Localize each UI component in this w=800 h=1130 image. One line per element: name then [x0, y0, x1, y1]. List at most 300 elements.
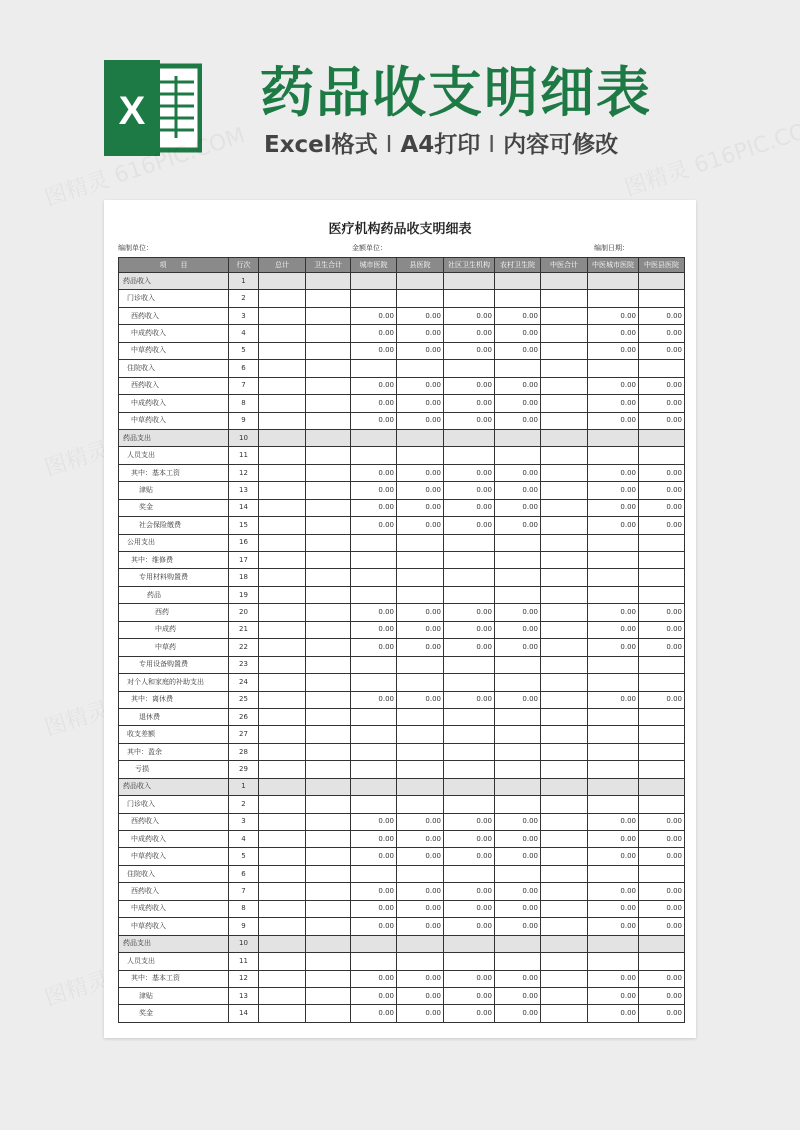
value-cell[interactable] — [259, 987, 306, 1004]
value-cell[interactable] — [397, 290, 444, 307]
row-number-cell[interactable]: 2 — [229, 796, 259, 813]
value-cell[interactable] — [541, 953, 588, 970]
row-number-cell[interactable]: 11 — [229, 953, 259, 970]
value-cell[interactable] — [639, 429, 685, 446]
value-cell[interactable]: 0.00 — [495, 813, 541, 830]
value-cell[interactable]: 0.00 — [397, 464, 444, 481]
value-cell[interactable] — [639, 865, 685, 882]
row-label-cell[interactable]: 奖金 — [119, 1005, 229, 1022]
value-cell[interactable] — [444, 534, 495, 551]
value-cell[interactable] — [306, 552, 351, 569]
value-cell[interactable] — [444, 569, 495, 586]
value-cell[interactable] — [259, 918, 306, 935]
value-cell[interactable] — [541, 796, 588, 813]
row-number-cell[interactable]: 6 — [229, 360, 259, 377]
value-cell[interactable] — [306, 970, 351, 987]
row-label-cell[interactable]: 中成药收入 — [119, 395, 229, 412]
value-cell[interactable] — [259, 935, 306, 952]
value-cell[interactable] — [541, 883, 588, 900]
value-cell[interactable]: 0.00 — [588, 987, 639, 1004]
value-cell[interactable] — [541, 865, 588, 882]
value-cell[interactable] — [397, 708, 444, 725]
value-cell[interactable] — [351, 552, 397, 569]
value-cell[interactable]: 0.00 — [397, 918, 444, 935]
value-cell[interactable]: 0.00 — [639, 325, 685, 342]
value-cell[interactable]: 0.00 — [588, 342, 639, 359]
value-cell[interactable] — [259, 464, 306, 481]
value-cell[interactable] — [541, 935, 588, 952]
row-number-cell[interactable]: 5 — [229, 848, 259, 865]
value-cell[interactable] — [495, 290, 541, 307]
value-cell[interactable] — [639, 360, 685, 377]
row-number-cell[interactable]: 6 — [229, 865, 259, 882]
value-cell[interactable] — [306, 464, 351, 481]
row-number-cell[interactable]: 27 — [229, 726, 259, 743]
value-cell[interactable] — [259, 778, 306, 795]
value-cell[interactable]: 0.00 — [397, 412, 444, 429]
value-cell[interactable] — [351, 743, 397, 760]
value-cell[interactable] — [397, 656, 444, 673]
value-cell[interactable]: 0.00 — [495, 517, 541, 534]
row-number-cell[interactable]: 14 — [229, 499, 259, 516]
value-cell[interactable] — [397, 761, 444, 778]
value-cell[interactable]: 0.00 — [444, 307, 495, 324]
value-cell[interactable] — [351, 360, 397, 377]
value-cell[interactable]: 0.00 — [351, 325, 397, 342]
value-cell[interactable] — [444, 290, 495, 307]
value-cell[interactable] — [541, 586, 588, 603]
value-cell[interactable] — [306, 883, 351, 900]
value-cell[interactable]: 0.00 — [639, 691, 685, 708]
value-cell[interactable] — [495, 360, 541, 377]
value-cell[interactable]: 0.00 — [588, 883, 639, 900]
row-number-cell[interactable]: 14 — [229, 1005, 259, 1022]
value-cell[interactable]: 0.00 — [444, 987, 495, 1004]
value-cell[interactable]: 0.00 — [397, 307, 444, 324]
value-cell[interactable] — [444, 273, 495, 290]
row-number-cell[interactable]: 1 — [229, 273, 259, 290]
value-cell[interactable] — [588, 656, 639, 673]
row-number-cell[interactable]: 12 — [229, 464, 259, 481]
row-label-cell[interactable]: 其中：离休费 — [119, 691, 229, 708]
value-cell[interactable] — [541, 918, 588, 935]
value-cell[interactable] — [541, 342, 588, 359]
value-cell[interactable] — [351, 586, 397, 603]
value-cell[interactable] — [397, 429, 444, 446]
value-cell[interactable] — [306, 796, 351, 813]
value-cell[interactable] — [541, 621, 588, 638]
value-cell[interactable] — [259, 813, 306, 830]
value-cell[interactable] — [259, 621, 306, 638]
value-cell[interactable]: 0.00 — [588, 691, 639, 708]
value-cell[interactable] — [306, 639, 351, 656]
value-cell[interactable] — [588, 796, 639, 813]
value-cell[interactable] — [351, 935, 397, 952]
value-cell[interactable]: 0.00 — [588, 831, 639, 848]
value-cell[interactable]: 0.00 — [495, 1005, 541, 1022]
value-cell[interactable] — [259, 482, 306, 499]
value-cell[interactable] — [351, 273, 397, 290]
value-cell[interactable] — [588, 953, 639, 970]
value-cell[interactable] — [306, 307, 351, 324]
row-label-cell[interactable]: 中草药收入 — [119, 848, 229, 865]
value-cell[interactable] — [639, 778, 685, 795]
value-cell[interactable] — [306, 953, 351, 970]
value-cell[interactable] — [397, 552, 444, 569]
row-number-cell[interactable]: 28 — [229, 743, 259, 760]
value-cell[interactable] — [306, 360, 351, 377]
value-cell[interactable] — [588, 552, 639, 569]
value-cell[interactable] — [306, 517, 351, 534]
value-cell[interactable] — [541, 552, 588, 569]
value-cell[interactable] — [397, 796, 444, 813]
value-cell[interactable] — [259, 953, 306, 970]
value-cell[interactable]: 0.00 — [397, 831, 444, 848]
value-cell[interactable] — [351, 656, 397, 673]
value-cell[interactable] — [639, 290, 685, 307]
value-cell[interactable] — [541, 848, 588, 865]
value-cell[interactable] — [639, 796, 685, 813]
value-cell[interactable] — [639, 534, 685, 551]
value-cell[interactable] — [306, 656, 351, 673]
value-cell[interactable]: 0.00 — [639, 464, 685, 481]
value-cell[interactable]: 0.00 — [397, 517, 444, 534]
value-cell[interactable] — [541, 377, 588, 394]
value-cell[interactable] — [306, 708, 351, 725]
value-cell[interactable]: 0.00 — [639, 395, 685, 412]
value-cell[interactable] — [588, 761, 639, 778]
value-cell[interactable] — [259, 569, 306, 586]
value-cell[interactable]: 0.00 — [639, 639, 685, 656]
value-cell[interactable] — [306, 935, 351, 952]
value-cell[interactable]: 0.00 — [351, 883, 397, 900]
row-label-cell[interactable]: 西药收入 — [119, 307, 229, 324]
row-label-cell[interactable]: 药品收入 — [119, 778, 229, 795]
value-cell[interactable]: 0.00 — [397, 691, 444, 708]
row-label-cell[interactable]: 药品 — [119, 586, 229, 603]
value-cell[interactable]: 0.00 — [495, 342, 541, 359]
value-cell[interactable] — [639, 569, 685, 586]
value-cell[interactable]: 0.00 — [351, 639, 397, 656]
value-cell[interactable]: 0.00 — [495, 499, 541, 516]
row-number-cell[interactable]: 26 — [229, 708, 259, 725]
value-cell[interactable]: 0.00 — [397, 639, 444, 656]
row-number-cell[interactable]: 10 — [229, 935, 259, 952]
value-cell[interactable] — [495, 935, 541, 952]
value-cell[interactable]: 0.00 — [444, 395, 495, 412]
value-cell[interactable] — [306, 412, 351, 429]
row-label-cell[interactable]: 津贴 — [119, 482, 229, 499]
value-cell[interactable] — [541, 831, 588, 848]
value-cell[interactable]: 0.00 — [639, 307, 685, 324]
value-cell[interactable] — [351, 674, 397, 691]
value-cell[interactable] — [639, 656, 685, 673]
value-cell[interactable] — [306, 987, 351, 1004]
row-number-cell[interactable]: 21 — [229, 621, 259, 638]
value-cell[interactable] — [259, 743, 306, 760]
value-cell[interactable]: 0.00 — [639, 604, 685, 621]
value-cell[interactable] — [397, 674, 444, 691]
value-cell[interactable] — [444, 552, 495, 569]
value-cell[interactable]: 0.00 — [397, 813, 444, 830]
row-number-cell[interactable]: 5 — [229, 342, 259, 359]
value-cell[interactable] — [495, 865, 541, 882]
value-cell[interactable] — [259, 761, 306, 778]
value-cell[interactable] — [259, 970, 306, 987]
value-cell[interactable] — [444, 953, 495, 970]
value-cell[interactable]: 0.00 — [495, 621, 541, 638]
value-cell[interactable] — [444, 674, 495, 691]
value-cell[interactable] — [495, 656, 541, 673]
value-cell[interactable]: 0.00 — [639, 970, 685, 987]
row-label-cell[interactable]: 药品支出 — [119, 935, 229, 952]
row-number-cell[interactable]: 9 — [229, 412, 259, 429]
value-cell[interactable] — [495, 534, 541, 551]
value-cell[interactable] — [444, 360, 495, 377]
value-cell[interactable]: 0.00 — [588, 918, 639, 935]
value-cell[interactable] — [495, 796, 541, 813]
row-label-cell[interactable]: 人员支出 — [119, 447, 229, 464]
value-cell[interactable]: 0.00 — [495, 482, 541, 499]
value-cell[interactable] — [495, 569, 541, 586]
value-cell[interactable] — [351, 290, 397, 307]
value-cell[interactable] — [259, 499, 306, 516]
value-cell[interactable] — [259, 604, 306, 621]
value-cell[interactable] — [259, 865, 306, 882]
value-cell[interactable] — [444, 778, 495, 795]
value-cell[interactable] — [259, 377, 306, 394]
row-label-cell[interactable]: 中草药 — [119, 639, 229, 656]
value-cell[interactable] — [397, 586, 444, 603]
row-number-cell[interactable]: 12 — [229, 970, 259, 987]
value-cell[interactable]: 0.00 — [639, 499, 685, 516]
row-number-cell[interactable]: 10 — [229, 429, 259, 446]
value-cell[interactable]: 0.00 — [588, 621, 639, 638]
value-cell[interactable] — [259, 848, 306, 865]
value-cell[interactable] — [588, 865, 639, 882]
value-cell[interactable] — [495, 674, 541, 691]
row-number-cell[interactable]: 1 — [229, 778, 259, 795]
value-cell[interactable]: 0.00 — [495, 987, 541, 1004]
value-cell[interactable] — [306, 621, 351, 638]
value-cell[interactable]: 0.00 — [351, 621, 397, 638]
row-number-cell[interactable]: 8 — [229, 395, 259, 412]
value-cell[interactable]: 0.00 — [588, 813, 639, 830]
row-label-cell[interactable]: 西药 — [119, 604, 229, 621]
value-cell[interactable] — [306, 848, 351, 865]
value-cell[interactable]: 0.00 — [351, 482, 397, 499]
value-cell[interactable] — [541, 482, 588, 499]
value-cell[interactable] — [259, 1005, 306, 1022]
value-cell[interactable] — [588, 273, 639, 290]
value-cell[interactable] — [495, 429, 541, 446]
value-cell[interactable]: 0.00 — [444, 848, 495, 865]
value-cell[interactable]: 0.00 — [495, 325, 541, 342]
value-cell[interactable] — [306, 429, 351, 446]
value-cell[interactable]: 0.00 — [588, 848, 639, 865]
value-cell[interactable]: 0.00 — [351, 831, 397, 848]
value-cell[interactable]: 0.00 — [444, 900, 495, 917]
row-number-cell[interactable]: 17 — [229, 552, 259, 569]
row-label-cell[interactable]: 亏损 — [119, 761, 229, 778]
value-cell[interactable] — [588, 534, 639, 551]
row-label-cell[interactable]: 中成药收入 — [119, 325, 229, 342]
value-cell[interactable] — [306, 743, 351, 760]
value-cell[interactable]: 0.00 — [588, 307, 639, 324]
value-cell[interactable] — [351, 534, 397, 551]
value-cell[interactable] — [259, 831, 306, 848]
row-number-cell[interactable]: 16 — [229, 534, 259, 551]
row-number-cell[interactable]: 22 — [229, 639, 259, 656]
row-label-cell[interactable]: 对个人和家庭的补助支出 — [119, 674, 229, 691]
value-cell[interactable] — [541, 569, 588, 586]
value-cell[interactable] — [259, 639, 306, 656]
value-cell[interactable] — [259, 708, 306, 725]
value-cell[interactable] — [541, 325, 588, 342]
value-cell[interactable] — [639, 935, 685, 952]
row-number-cell[interactable]: 18 — [229, 569, 259, 586]
value-cell[interactable]: 0.00 — [495, 848, 541, 865]
row-label-cell[interactable]: 门诊收入 — [119, 796, 229, 813]
row-label-cell[interactable]: 退休费 — [119, 708, 229, 725]
value-cell[interactable] — [541, 900, 588, 917]
value-cell[interactable]: 0.00 — [588, 1005, 639, 1022]
value-cell[interactable]: 0.00 — [444, 342, 495, 359]
row-number-cell[interactable]: 15 — [229, 517, 259, 534]
value-cell[interactable] — [541, 656, 588, 673]
value-cell[interactable] — [259, 360, 306, 377]
value-cell[interactable] — [444, 586, 495, 603]
value-cell[interactable]: 0.00 — [588, 395, 639, 412]
value-cell[interactable] — [444, 429, 495, 446]
value-cell[interactable]: 0.00 — [444, 499, 495, 516]
value-cell[interactable] — [541, 813, 588, 830]
value-cell[interactable] — [444, 708, 495, 725]
value-cell[interactable]: 0.00 — [351, 499, 397, 516]
value-cell[interactable]: 0.00 — [588, 900, 639, 917]
value-cell[interactable] — [351, 708, 397, 725]
value-cell[interactable] — [259, 517, 306, 534]
value-cell[interactable]: 0.00 — [397, 848, 444, 865]
value-cell[interactable]: 0.00 — [444, 691, 495, 708]
value-cell[interactable] — [259, 412, 306, 429]
value-cell[interactable]: 0.00 — [444, 377, 495, 394]
value-cell[interactable] — [306, 482, 351, 499]
value-cell[interactable] — [541, 726, 588, 743]
value-cell[interactable]: 0.00 — [588, 464, 639, 481]
row-label-cell[interactable]: 其中：基本工资 — [119, 464, 229, 481]
value-cell[interactable] — [259, 429, 306, 446]
value-cell[interactable]: 0.00 — [639, 412, 685, 429]
value-cell[interactable]: 0.00 — [351, 918, 397, 935]
value-cell[interactable]: 0.00 — [588, 517, 639, 534]
value-cell[interactable] — [397, 273, 444, 290]
value-cell[interactable] — [495, 953, 541, 970]
value-cell[interactable] — [541, 778, 588, 795]
value-cell[interactable]: 0.00 — [639, 831, 685, 848]
value-cell[interactable]: 0.00 — [495, 883, 541, 900]
value-cell[interactable]: 0.00 — [639, 517, 685, 534]
row-label-cell[interactable]: 中草药收入 — [119, 412, 229, 429]
row-number-cell[interactable]: 7 — [229, 377, 259, 394]
value-cell[interactable] — [306, 273, 351, 290]
value-cell[interactable]: 0.00 — [351, 517, 397, 534]
row-label-cell[interactable]: 中草药收入 — [119, 918, 229, 935]
value-cell[interactable] — [541, 987, 588, 1004]
value-cell[interactable]: 0.00 — [351, 848, 397, 865]
value-cell[interactable] — [397, 743, 444, 760]
value-cell[interactable] — [397, 726, 444, 743]
value-cell[interactable]: 0.00 — [397, 499, 444, 516]
value-cell[interactable]: 0.00 — [351, 604, 397, 621]
value-cell[interactable] — [495, 447, 541, 464]
row-label-cell[interactable]: 公用支出 — [119, 534, 229, 551]
value-cell[interactable]: 0.00 — [588, 604, 639, 621]
row-number-cell[interactable]: 20 — [229, 604, 259, 621]
value-cell[interactable]: 0.00 — [351, 307, 397, 324]
value-cell[interactable] — [541, 395, 588, 412]
value-cell[interactable] — [639, 674, 685, 691]
value-cell[interactable] — [639, 726, 685, 743]
row-number-cell[interactable]: 4 — [229, 831, 259, 848]
value-cell[interactable] — [541, 464, 588, 481]
value-cell[interactable]: 0.00 — [444, 482, 495, 499]
value-cell[interactable] — [495, 778, 541, 795]
row-label-cell[interactable]: 其中：维修费 — [119, 552, 229, 569]
value-cell[interactable]: 0.00 — [639, 918, 685, 935]
value-cell[interactable] — [306, 342, 351, 359]
row-label-cell[interactable]: 西药收入 — [119, 377, 229, 394]
row-label-cell[interactable]: 药品收入 — [119, 273, 229, 290]
value-cell[interactable]: 0.00 — [397, 377, 444, 394]
value-cell[interactable]: 0.00 — [351, 691, 397, 708]
value-cell[interactable] — [259, 796, 306, 813]
value-cell[interactable] — [541, 970, 588, 987]
value-cell[interactable] — [444, 743, 495, 760]
value-cell[interactable]: 0.00 — [444, 604, 495, 621]
row-number-cell[interactable]: 13 — [229, 987, 259, 1004]
value-cell[interactable]: 0.00 — [351, 987, 397, 1004]
value-cell[interactable]: 0.00 — [639, 900, 685, 917]
value-cell[interactable]: 0.00 — [639, 813, 685, 830]
value-cell[interactable] — [541, 708, 588, 725]
value-cell[interactable] — [306, 831, 351, 848]
value-cell[interactable]: 0.00 — [444, 621, 495, 638]
value-cell[interactable] — [588, 726, 639, 743]
row-label-cell[interactable]: 门诊收入 — [119, 290, 229, 307]
value-cell[interactable] — [259, 395, 306, 412]
value-cell[interactable] — [588, 778, 639, 795]
value-cell[interactable]: 0.00 — [444, 639, 495, 656]
value-cell[interactable] — [306, 586, 351, 603]
value-cell[interactable]: 0.00 — [351, 464, 397, 481]
value-cell[interactable] — [306, 290, 351, 307]
row-number-cell[interactable]: 3 — [229, 813, 259, 830]
row-label-cell[interactable]: 专用设备购置费 — [119, 656, 229, 673]
row-label-cell[interactable]: 住院收入 — [119, 360, 229, 377]
value-cell[interactable] — [259, 290, 306, 307]
value-cell[interactable] — [541, 534, 588, 551]
value-cell[interactable]: 0.00 — [495, 464, 541, 481]
value-cell[interactable] — [495, 743, 541, 760]
value-cell[interactable] — [588, 429, 639, 446]
row-label-cell[interactable]: 西药收入 — [119, 813, 229, 830]
value-cell[interactable] — [259, 656, 306, 673]
value-cell[interactable]: 0.00 — [351, 395, 397, 412]
value-cell[interactable] — [541, 290, 588, 307]
value-cell[interactable] — [259, 552, 306, 569]
value-cell[interactable] — [397, 953, 444, 970]
